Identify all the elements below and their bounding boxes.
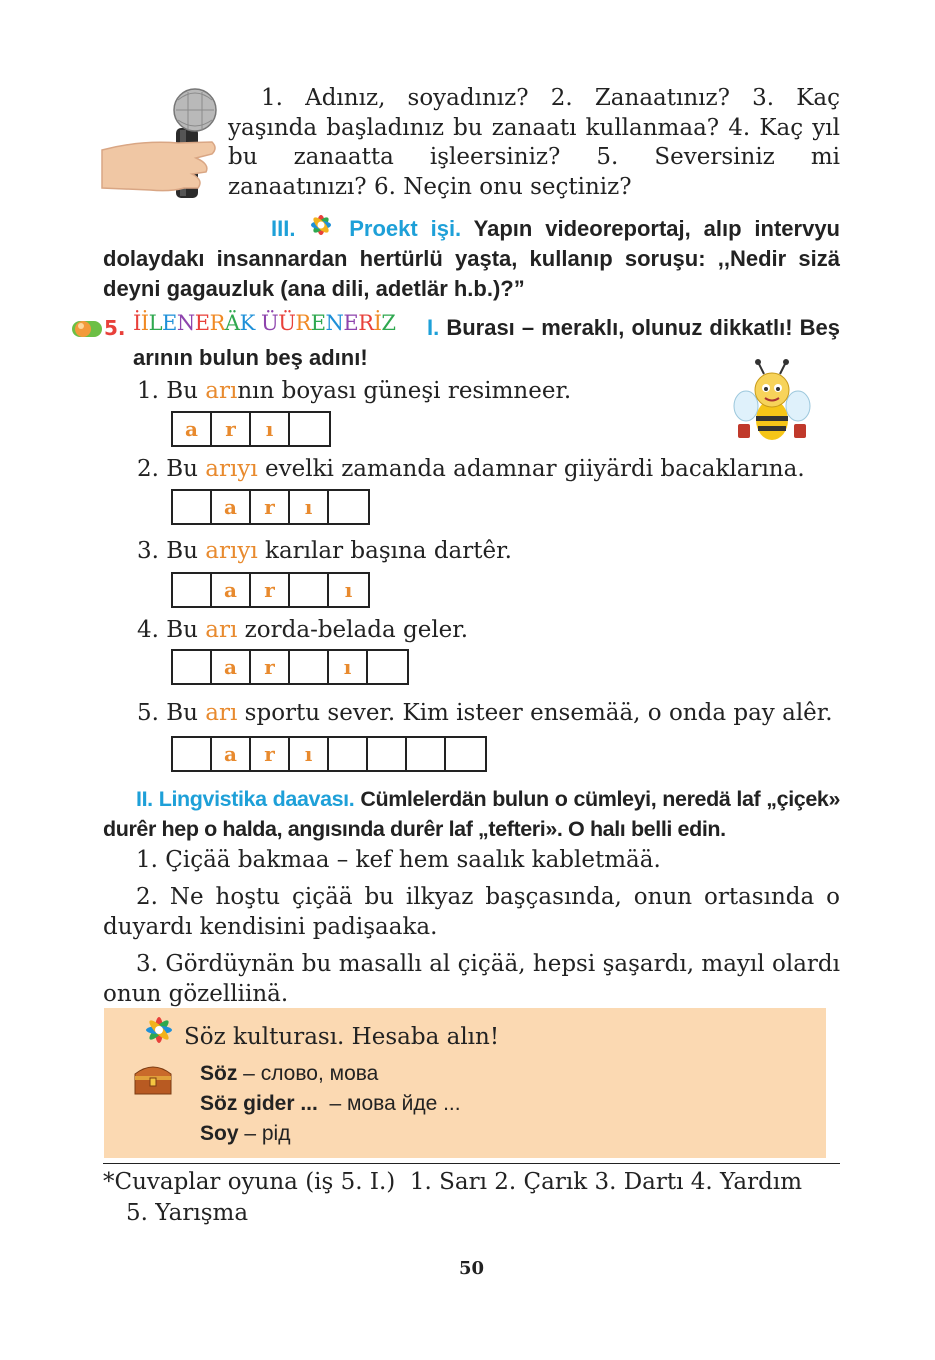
dict-term: Soy [200,1122,239,1145]
riddle-text: karılar başına dartêr. [257,538,512,564]
letter-cell[interactable] [329,738,368,770]
footnote-line-2: 5. Yarışma [126,1200,249,1226]
dict-term: Söz [200,1062,238,1085]
letter-grid-1 [171,411,331,447]
footnote-line-1: *Cuvaplar oyuna (iş 5. I.) 1. Sarı 2. Çarık 3. Dartı 4. Yardım [103,1169,803,1195]
riddle-3 [137,538,512,564]
dict-entry-1 [200,1062,378,1086]
riddle-highlight: arıyı [205,456,258,482]
heading-letter: Z [381,311,396,335]
letter-grid-2 [171,489,370,525]
project-block [103,212,840,304]
riddle-highlight: arı [205,700,238,726]
letter-cell[interactable] [173,738,212,770]
letter-cell[interactable] [290,651,329,683]
letter-cell[interactable] [368,651,407,683]
dict-translation: – мова йде ... [317,1092,461,1115]
linguistics-number: II. [136,787,153,811]
intro-questions: 1. Adınız, soyadınız? 2. Zanaatınız? 3. Kaç yaşında başladınız bu zanaatı kullanmaa? 4. Kaç yıl bu zanaatta işleersiniz? 5. Seversiniz mi zanaatınızı? 6. Neçin onu seçtiniz? [228,85,840,200]
letter-cell[interactable] [290,574,329,606]
letter-cell[interactable] [290,413,329,445]
bee-icon [732,358,812,446]
letter-cell[interactable]: ı [290,738,329,770]
riddle-text: nın boyası güneşi resimneer. [237,378,572,404]
part-number: I. [427,315,440,340]
dict-term: Söz gider ... [200,1092,318,1115]
letter-cell[interactable] [173,491,212,523]
heading-letter: E [343,311,359,335]
linguistics-title: Lingvistika daavası. [158,787,355,811]
linguistics-block [103,784,840,844]
page-number: 50 [459,1258,485,1279]
microphone-hand-icon [100,88,220,203]
letter-cell[interactable] [368,738,407,770]
letter-cell[interactable]: r [251,738,290,770]
dict-entry-2 [200,1092,461,1116]
riddle-number: 5. Bu [137,700,206,726]
sentence-1: 1. Çiçää bakmaa – kef hem saalık kabletmää. [136,847,661,873]
heading-letter: Ä [224,311,240,335]
dict-entry-3 [200,1122,290,1146]
part-text: Burası – meraklı, olunuz dikkatlı! Beş arının bulun beş adını! [133,315,840,370]
dict-translation: – слово, мова [237,1062,379,1085]
riddle-highlight: arı [205,617,238,643]
riddle-5 [137,700,833,726]
riddle-number: 2. Bu [137,456,206,482]
heading-letter: R [358,311,374,335]
sentence-3: 3. Gördüynän bu masallı al çiçää, hepsi şaşardı, mayıl olardı onun gözelliinä. [103,951,840,1007]
letter-cell[interactable]: r [251,574,290,606]
heading-letter: Ü [260,311,279,335]
dict-translation: – рід [238,1122,291,1145]
heading-letter: N [325,311,344,335]
riddle-4 [137,617,468,643]
letter-grid-5 [171,736,487,772]
riddle-number: 4. Bu [137,617,206,643]
exercise-number: 5. [104,316,126,340]
heading-letter: R [209,311,225,335]
riddle-highlight: arıyı [205,538,258,564]
letter-grid-4 [171,649,409,685]
letter-cell[interactable]: r [251,491,290,523]
letter-cell[interactable] [329,491,368,523]
sentence-2: 2. Ne hoştu çiçää bu ilkyaz başçasında, onun ortasında o duyardı kendisini padişaaka. [103,884,840,940]
letter-cell[interactable]: a [212,491,251,523]
heading-letter: L [148,311,163,335]
letter-cell[interactable]: ı [344,578,353,602]
letter-cell[interactable]: a [173,413,212,445]
ball-marker-icon [72,318,102,345]
letter-cell[interactable]: ı [290,491,329,523]
footnote-divider [103,1163,840,1164]
letter-cell[interactable] [173,651,212,683]
riddle-highlight: arı [205,378,238,404]
letter-cell[interactable]: ı [329,651,368,683]
linguistics-text: Cümlelerdän bulun o cümleyi, neredä laf „çiçek» durêr hep o halda, angısında durêr laf „tefteri». O halı belli edin. [103,787,841,841]
treasure-chest-icon [132,1060,174,1101]
heading-letter: R [295,311,311,335]
project-text: Yapın videoreportaj, alıp intervyu dolaydakı insannardan hertürlü yaşta, kullanıp soruşu: ,,Nedir sizä deyni gagauzluk (ana dili, adetlär h.b.)?” [103,216,840,301]
riddle-number: 1. Bu [137,378,206,404]
letter-cell[interactable]: a [212,738,251,770]
project-title: Proekt işi. [349,216,462,241]
heading-letter: İ [140,311,149,335]
heading-letter: E [310,311,326,335]
heading-letter: N [176,311,195,335]
riddle-text: sportu sever. Kim isteer ensemää, o onda pay alêr. [237,700,833,726]
flower-icon [142,1013,176,1052]
culture-box-title: Söz kulturası. Hesaba alın! [184,1024,500,1050]
heading-letter: K [239,311,255,335]
letter-cell[interactable] [446,738,485,770]
riddle-2 [137,456,805,482]
letter-cell[interactable]: a [212,574,251,606]
letter-cell[interactable] [407,738,446,770]
heading-letter: İ [373,311,382,335]
letter-cell[interactable]: r [251,651,290,683]
letter-cell[interactable]: ı [251,413,290,445]
riddle-text: evelki zamanda adamnar giiyärdi bacaklarına. [257,456,805,482]
heading-letter: İ [133,311,141,335]
letter-cell[interactable]: a [212,651,251,683]
letter-cell[interactable]: r [212,413,251,445]
heading-letter: E [194,311,210,335]
riddle-1 [137,378,571,404]
letter-grid-3 [171,572,370,608]
project-number: III. [271,216,296,241]
flower-icon [308,212,336,234]
riddle-text: zorda-belada geler. [237,617,469,643]
letter-cell[interactable] [173,574,212,606]
riddle-number: 3. Bu [137,538,206,564]
heading-letter: E [162,311,177,335]
heading-letter: Ü [278,311,296,335]
